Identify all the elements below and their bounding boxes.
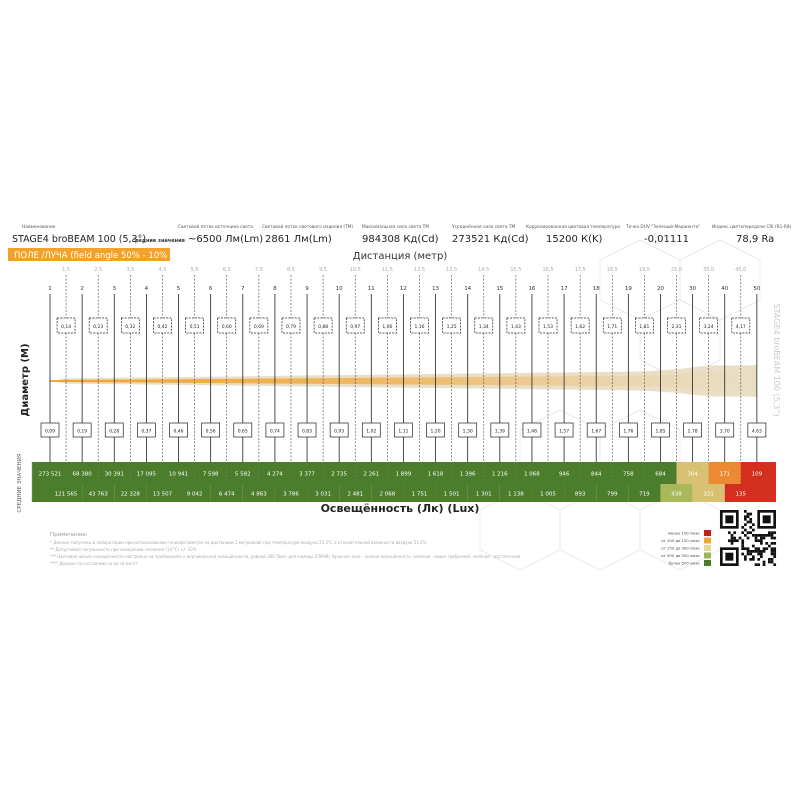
beam-diameter-9: 0,83 xyxy=(302,429,313,435)
qr-module xyxy=(771,558,774,561)
beam-diameter-17: 1,57 xyxy=(559,429,570,435)
qr-module xyxy=(741,542,744,545)
qr-module xyxy=(755,563,758,566)
half-distance-label-11: 11,5 xyxy=(381,267,393,273)
legend-label-2: от 100 до 150 люкс xyxy=(661,538,700,543)
qr-module xyxy=(763,550,766,553)
qr-module xyxy=(771,561,774,564)
beam-diameter-12: 1,11 xyxy=(398,429,409,435)
lux-full-value-15: 1 216 xyxy=(491,471,508,478)
qr-module xyxy=(771,537,774,540)
qr-module xyxy=(731,537,734,540)
distance-label-16: 16 xyxy=(528,286,536,292)
qr-module xyxy=(744,547,747,550)
distance-label-13: 13 xyxy=(432,286,440,292)
qr-module xyxy=(765,547,768,550)
lux-full-value-7: 5 582 xyxy=(234,471,251,478)
lux-half-value-22: 135 xyxy=(735,491,747,498)
lux-full-value-5: 10 941 xyxy=(168,471,189,478)
distance-label-10: 10 xyxy=(335,286,343,292)
qr-module xyxy=(773,542,776,545)
distance-label-2: 2 xyxy=(80,286,84,292)
qr-module xyxy=(760,534,763,537)
field-diameter-13: 1,25 xyxy=(446,325,457,330)
qr-module xyxy=(771,547,774,550)
field-diameter-17: 1,62 xyxy=(575,325,586,330)
qr-module xyxy=(763,537,766,540)
half-distance-label-5: 5,5 xyxy=(190,267,199,273)
qr-module xyxy=(771,531,774,534)
header-value-2: ~6500 Лм(Lm) xyxy=(188,234,264,245)
lux-half-value-2: 43 763 xyxy=(88,491,108,498)
beam-diameter-2: 0,19 xyxy=(77,429,88,435)
lux-half-value-10: 2 481 xyxy=(347,491,364,498)
distance-label-11: 11 xyxy=(367,286,375,292)
qr-module xyxy=(771,550,774,553)
header-label-7: Точка DUV "Зеленый-Маджента" xyxy=(626,225,701,230)
qr-module xyxy=(757,539,760,542)
field-diameter-6: 0,60 xyxy=(221,325,232,330)
half-distance-label-8: 8,5 xyxy=(286,267,295,273)
lux-full-value-10: 2 735 xyxy=(331,471,348,478)
qr-module xyxy=(739,537,742,540)
distance-label-3: 3 xyxy=(112,286,117,292)
lux-full-value-8: 4 274 xyxy=(267,471,283,478)
qr-module xyxy=(763,534,766,537)
distance-label-23: 50 xyxy=(753,286,761,292)
lux-half-value-5: 9 042 xyxy=(186,491,203,498)
qr-module xyxy=(749,553,752,556)
field-diameter-2: 0,23 xyxy=(93,325,104,330)
half-distance-label-10: 10,5 xyxy=(349,267,361,273)
qr-module xyxy=(755,534,758,537)
color-legend xyxy=(661,530,711,566)
lux-full-value-9: 3 377 xyxy=(299,471,315,478)
qr-module xyxy=(757,563,760,566)
distance-title: Дистанция (метр) xyxy=(352,251,448,262)
qr-module xyxy=(741,539,744,542)
qr-module xyxy=(749,518,752,521)
background-hex-pattern xyxy=(480,240,760,570)
lux-half-value-1: 121 565 xyxy=(54,491,78,498)
beam-diameter-10: 0,93 xyxy=(334,429,345,435)
beam-diameter-22: 3,70 xyxy=(719,429,730,435)
legend-label-4: от 300 до 500 люкс xyxy=(661,553,700,558)
field-diameter-22: 4,17 xyxy=(735,325,746,330)
lux-half-value-7: 4 863 xyxy=(250,491,267,498)
qr-module xyxy=(757,534,760,537)
qr-finder-center xyxy=(725,515,733,523)
beam-diameter-8: 0,74 xyxy=(269,429,280,435)
legend-swatch-4 xyxy=(704,553,711,559)
qr-module xyxy=(773,537,776,540)
beam-diameter-21: 2,78 xyxy=(687,429,698,435)
qr-module xyxy=(736,539,739,542)
x-axis-label: Освещённость (Лк) (Lux) xyxy=(320,502,480,515)
half-distance-label-22: 45,0 xyxy=(735,267,747,273)
qr-module xyxy=(773,555,776,558)
field-diameter-1: 0,14 xyxy=(61,325,72,330)
lux-full-value-21: 304 xyxy=(687,471,698,478)
lux-full-value-23: 109 xyxy=(751,471,763,478)
header-label-6: Коррелированная цветовая температура xyxy=(526,225,620,230)
qr-module xyxy=(773,547,776,550)
legend-swatch-5 xyxy=(704,560,711,566)
qr-module xyxy=(752,550,755,553)
qr-module xyxy=(760,542,763,545)
distance-label-17: 17 xyxy=(560,286,568,292)
half-distance-label-21: 35,0 xyxy=(703,267,715,273)
distance-label-15: 15 xyxy=(496,286,504,292)
y-axis-label: Диаметр (М) xyxy=(20,343,31,417)
qr-module xyxy=(760,553,763,556)
qr-module xyxy=(747,521,750,524)
qr-module xyxy=(771,553,774,556)
qr-module xyxy=(744,518,747,521)
field-diameter-11: 1,06 xyxy=(382,325,393,330)
qr-module xyxy=(741,526,744,529)
qr-module xyxy=(747,537,750,540)
qr-module xyxy=(747,515,750,518)
qr-module xyxy=(744,558,747,561)
lux-full-value-12: 1 899 xyxy=(395,471,412,478)
qr-finder-center xyxy=(725,553,733,561)
qr-module xyxy=(752,529,755,532)
header-label-5: Усреднённая сила света ТМ xyxy=(452,225,516,230)
header-label-8: Индекс цветопередачи CRI (R1-R8) xyxy=(712,225,792,230)
side-label: СРЕДНИЕ ЗНАЧЕНИЯ xyxy=(17,453,23,513)
header-label-4: Максимальная сила света ТМ xyxy=(362,225,429,230)
lux-full-value-2: 68 380 xyxy=(72,471,92,478)
qr-module xyxy=(765,542,768,545)
qr-module xyxy=(741,545,744,548)
header-label-2: Световой поток источника света xyxy=(178,225,253,230)
field-diameter-3: 0,32 xyxy=(125,325,136,330)
lux-full-value-6: 7 598 xyxy=(202,471,219,478)
lux-full-value-3: 30 391 xyxy=(104,471,124,478)
half-distance-label-4: 4,5 xyxy=(158,267,167,273)
lux-full-value-14: 1 396 xyxy=(459,471,476,478)
qr-module xyxy=(749,526,752,529)
distance-label-4: 4 xyxy=(144,286,149,292)
lux-half-value-16: 1 005 xyxy=(540,491,556,498)
lux-full-value-4: 17 095 xyxy=(136,471,157,478)
beam-diameter-19: 1,76 xyxy=(623,429,634,435)
distance-label-8: 8 xyxy=(273,286,277,292)
beam-diameter-6: 0,56 xyxy=(205,429,216,435)
qr-module xyxy=(728,539,731,542)
beam-diameter-7: 0,65 xyxy=(237,429,248,435)
beam-diameter-13: 1,20 xyxy=(430,429,441,435)
lux-half-value-19: 719 xyxy=(639,491,650,498)
distance-label-22: 40 xyxy=(721,286,729,292)
lux-half-value-12: 1 751 xyxy=(411,491,428,498)
legend-label-3: от 150 до 300 люкс xyxy=(661,545,700,551)
qr-module xyxy=(741,531,744,534)
distance-label-5: 5 xyxy=(176,286,181,292)
distance-label-9: 9 xyxy=(305,286,309,292)
qr-module xyxy=(765,534,768,537)
header-value-4: 984308 Кд(Cd) xyxy=(362,234,439,245)
field-diameter-9: 0,88 xyxy=(318,325,329,330)
qr-module xyxy=(757,558,760,561)
note-line-2: ** Допустимая погрешность при измерении значения (1)(°С) +/- 10% xyxy=(50,547,197,552)
half-distance-label-19: 19,5 xyxy=(638,267,650,273)
beam-diameter-5: 0,46 xyxy=(173,429,184,435)
qr-finder-center xyxy=(763,515,771,523)
qr-module xyxy=(731,542,734,545)
lux-half-value-11: 2 068 xyxy=(379,491,396,498)
distance-label-18: 18 xyxy=(592,286,600,292)
field-diameter-5: 0,51 xyxy=(189,325,200,330)
field-angle-badge xyxy=(8,248,188,261)
qr-module xyxy=(763,561,766,564)
qr-module xyxy=(747,553,750,556)
qr-module xyxy=(768,545,771,548)
legend-swatch-2 xyxy=(704,538,711,544)
lux-full-value-22: 171 xyxy=(719,471,730,478)
beam-diameter-1: 0,09 xyxy=(44,429,56,435)
qr-module xyxy=(744,510,747,513)
header xyxy=(12,223,792,245)
header-value-1: STAGE4 broBEAM 100 (5,3°) xyxy=(12,234,147,245)
qr-module xyxy=(755,537,758,540)
qr-module xyxy=(768,558,771,561)
qr-module xyxy=(752,558,755,561)
watermark-text: STAGE4 broBEAM 100 (5,3°) xyxy=(772,303,781,417)
note-line-3: *** Цветовая шкала освещённости построена на требованиях к вертикальной освещённости, равной 300 Люкс для камеры (CMAЙ). Красная зона - низкая освещённость, зелёная - выше требуемой, зелёная - достаточная xyxy=(50,554,521,559)
qr-module xyxy=(773,550,776,553)
field-diameter-7: 0,69 xyxy=(253,325,264,330)
lux-half-value-13: 1 501 xyxy=(443,491,460,498)
lux-half-value-15: 1 138 xyxy=(508,491,524,498)
qr-module xyxy=(768,561,771,564)
lux-full-value-1: 273 521 xyxy=(38,471,62,478)
header-label-3: Световой поток светового изделия (ТМ) xyxy=(262,225,354,230)
qr-module xyxy=(773,553,776,556)
beam-diameter-14: 1,30 xyxy=(462,429,473,435)
qr-module xyxy=(763,563,766,566)
qr-module xyxy=(747,547,750,550)
lux-full-value-17: 946 xyxy=(558,471,570,478)
half-distance-label-2: 2,5 xyxy=(94,267,103,273)
note-line-1: * Данные получены в лаборатории при использовании гониофотометра на дистанции 1 метров(ов) при температуре воздуха 25,3°С и относительной влажности воздуха 51,2% xyxy=(50,540,427,545)
half-distance-label-18: 18,5 xyxy=(606,267,618,273)
qr-module xyxy=(773,531,776,534)
qr-module xyxy=(744,523,747,526)
distance-label-12: 12 xyxy=(399,286,407,292)
lux-full-value-19: 758 xyxy=(623,471,634,478)
field-diameter-21: 3,24 xyxy=(703,325,714,330)
qr-module xyxy=(773,563,776,566)
lux-full-value-16: 1 068 xyxy=(524,471,540,478)
lux-full-value-11: 2 261 xyxy=(363,471,380,478)
qr-module xyxy=(733,531,736,534)
legend-label-1: менее 100 люкс xyxy=(667,530,700,536)
lux-half-value-9: 3 031 xyxy=(315,491,331,498)
qr-module xyxy=(752,534,755,537)
distance-label-14: 14 xyxy=(464,286,472,292)
qr-module xyxy=(760,539,763,542)
qr-module xyxy=(741,547,744,550)
header-note: средние значения xyxy=(132,238,185,244)
header-value-7: -0,01111 xyxy=(644,234,689,245)
half-distance-label-9: 9,5 xyxy=(319,267,328,273)
note-line-4: **** Данные по состоянию на из-за могут xyxy=(50,561,138,566)
qr-module xyxy=(760,537,763,540)
header-value-8: 78,9 Ra xyxy=(736,234,775,245)
qr-module xyxy=(752,523,755,526)
header-value-5: 273521 Кд(Cd) xyxy=(452,234,529,245)
lux-full-value-13: 1 618 xyxy=(427,471,444,478)
qr-module xyxy=(728,531,731,534)
qr-module xyxy=(749,558,752,561)
header-value-6: 15200 К(K) xyxy=(546,234,603,245)
qr-module xyxy=(757,550,760,553)
half-distance-label-16: 16,5 xyxy=(542,267,554,273)
qr-module xyxy=(733,539,736,542)
qr-module xyxy=(733,537,736,540)
qr-module xyxy=(768,534,771,537)
field-diameter-20: 2,31 xyxy=(671,325,682,330)
beam-diameter-23: 4,63 xyxy=(751,429,762,435)
qr-module xyxy=(757,553,760,556)
distance-label-7: 7 xyxy=(241,286,245,292)
half-distance-label-15: 15,5 xyxy=(510,267,522,273)
qr-module xyxy=(755,547,758,550)
lux-half-value-21: 321 xyxy=(703,491,714,498)
qr-module xyxy=(741,553,744,556)
lux-half-value-8: 3 786 xyxy=(283,491,299,498)
lux-half-value-18: 799 xyxy=(607,491,618,498)
distance-label-19: 19 xyxy=(624,286,632,292)
field-diameter-18: 1,71 xyxy=(607,325,618,330)
legend-label-5: более 500 люкс xyxy=(668,560,700,566)
beam-diameter-16: 1,48 xyxy=(526,429,537,435)
chart-area xyxy=(32,267,776,502)
qr-module xyxy=(755,539,758,542)
qr-module xyxy=(747,550,750,553)
field-diameter-16: 1,53 xyxy=(542,325,554,330)
notes-title: Примечание: xyxy=(50,532,88,538)
qr-module xyxy=(744,555,747,558)
qr-module xyxy=(749,531,752,534)
qr-module xyxy=(752,545,755,548)
qr-module xyxy=(747,513,750,516)
qr-module xyxy=(747,531,750,534)
field-diameter-10: 0,97 xyxy=(350,325,361,330)
qr-module xyxy=(744,529,747,532)
legend-swatch-3 xyxy=(704,545,711,551)
qr-module xyxy=(752,555,755,558)
qr-module xyxy=(763,547,766,550)
qr-module xyxy=(749,513,752,516)
lux-half-value-6: 6 474 xyxy=(218,491,235,498)
half-distance-label-1: 1,5 xyxy=(62,267,71,273)
qr-module xyxy=(757,547,760,550)
lux-half-value-20: 438 xyxy=(671,491,682,498)
beam-diameter-3: 0,28 xyxy=(109,429,120,435)
notes-block xyxy=(50,532,521,566)
lux-full-value-18: 844 xyxy=(590,471,602,478)
field-diameter-4: 0,42 xyxy=(157,325,168,330)
lux-half-value-3: 22 328 xyxy=(120,491,140,498)
distance-label-20: 20 xyxy=(656,286,664,292)
field-diameter-15: 1,43 xyxy=(510,325,521,330)
lux-half-cell-22 xyxy=(725,484,776,502)
qr-module xyxy=(760,550,763,553)
qr-module xyxy=(731,539,734,542)
half-distance-label-7: 7,5 xyxy=(254,267,263,273)
lux-half-value-14: 1 301 xyxy=(475,491,492,498)
half-distance-label-14: 14,5 xyxy=(478,267,490,273)
beam-diameter-4: 0,37 xyxy=(141,429,152,435)
legend-swatch-1 xyxy=(704,530,711,536)
beam-diameter-15: 1,39 xyxy=(494,429,505,435)
half-distance-label-6: 6,5 xyxy=(222,267,231,273)
half-distance-label-17: 17,5 xyxy=(574,267,586,273)
lux-half-value-4: 13 507 xyxy=(152,491,173,498)
half-distance-label-12: 12,5 xyxy=(413,267,426,273)
field-diameter-8: 0,79 xyxy=(285,325,296,330)
distance-label-1: 1 xyxy=(48,286,52,292)
distance-label-21: 30 xyxy=(689,286,697,292)
qr-module xyxy=(768,531,771,534)
qr-module xyxy=(744,534,747,537)
half-distance-label-13: 13,5 xyxy=(446,267,458,273)
distance-label-6: 6 xyxy=(208,286,213,292)
qr-module xyxy=(749,550,752,553)
qr-module xyxy=(755,550,758,553)
qr-module xyxy=(771,542,774,545)
beam-diameter-18: 1,67 xyxy=(591,429,602,435)
field-diameter-14: 1,34 xyxy=(478,325,489,330)
qr-module xyxy=(731,534,734,537)
qr-code xyxy=(720,510,776,566)
qr-module xyxy=(749,521,752,524)
beam-diameter-20: 1,85 xyxy=(655,429,666,435)
qr-module xyxy=(760,555,763,558)
lux-half-value-17: 893 xyxy=(574,491,586,498)
beam-diameter-11: 1,02 xyxy=(366,429,377,435)
field-diameter-12: 1,16 xyxy=(414,325,425,330)
qr-module xyxy=(744,515,747,518)
qr-module xyxy=(771,534,774,537)
half-distance-label-20: 25,0 xyxy=(670,267,683,273)
field-diameter-19: 1,81 xyxy=(639,325,650,330)
lux-full-value-20: 684 xyxy=(655,471,666,478)
header-value-3: 2861 Лм(Lm) xyxy=(265,234,332,245)
header-label-1: Наименование xyxy=(22,225,56,230)
field-angle-badge-text: ПОЛЕ /ЛУЧА (field angle 50% - 10% Lux) xyxy=(14,251,189,261)
half-distance-label-3: 3,5 xyxy=(126,267,135,273)
